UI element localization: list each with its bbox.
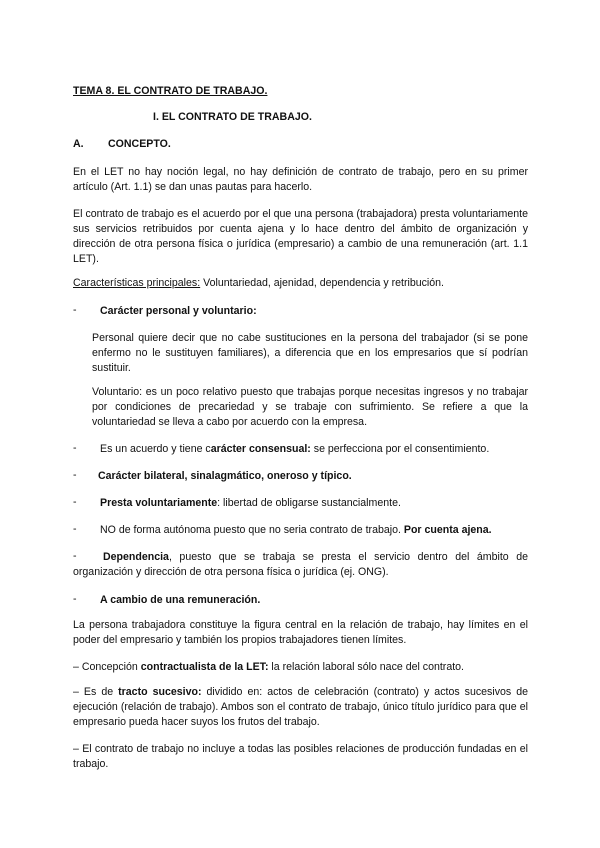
bullet-ajena-pre: NO de forma autónoma puesto que no seria contrato de trabajo. xyxy=(100,524,404,536)
dash-item-contractualista xyxy=(73,660,528,675)
bullet-dash: - xyxy=(73,523,77,535)
characteristics-line xyxy=(73,276,528,291)
bullet-voluntariamente-post: : libertad de obligarse sustancialmente. xyxy=(217,497,401,509)
bullet-dash: - xyxy=(73,496,77,508)
bullet-dependencia xyxy=(73,550,528,580)
section-heading: I. EL CONTRATO DE TRABAJO. xyxy=(153,111,312,123)
document-title: TEMA 8. EL CONTRATO DE TRABAJO. xyxy=(73,85,268,97)
paragraph-intro: En el LET no hay noción legal, no hay definición de contrato de trabajo, pero en su primer artículo (Art. 1.1) se dan unas pautas para hacerlo. xyxy=(73,166,528,193)
bullet-title-personal: Carácter personal y voluntario: xyxy=(100,305,257,317)
tracto-bold: tracto sucesivo: xyxy=(118,686,202,698)
bullet-ajena-bold: Por cuenta ajena. xyxy=(403,524,492,536)
characteristics-label: Características principales: xyxy=(73,277,201,289)
contractualista-bold: contractualista de la LET: xyxy=(140,661,269,673)
paragraph-definition: El contrato de trabajo es el acuerdo por el que una persona (trabajadora) presta voluntariamente sus servicios retribuidos por cuenta ajena y lo hace dentro del ámbito de organización y dirección de otra persona física o jurídica (empresario) a cambio de una remuneración (art. 1.1 LET). xyxy=(73,208,528,265)
bullet-dash: - xyxy=(73,304,77,316)
paragraph-personal: Personal quiere decir que no cabe sustituciones en la persona del trabajador (si se pone enfermo no le sustituyen familiares), a diferencia que en los empresarios que sí podrían sustituir. xyxy=(92,332,528,374)
bullet-remuneracion: A cambio de una remuneración. xyxy=(100,594,261,606)
paragraph-voluntario: Voluntario: es un poco relativo puesto que trabajas porque necesitas ingresos y no trabajar por condiciones de precariedad y se trabaje con sufrimiento. Se refiere a que la voluntariedad se lleva a cabo por acuerdo con la empresa. xyxy=(92,386,528,428)
bullet-dash: - xyxy=(73,550,77,562)
bullet-dash: - xyxy=(73,593,77,605)
bullet-dash: - xyxy=(73,442,77,454)
contractualista-post: la relación laboral sólo nace del contrato. xyxy=(268,661,464,673)
bullet-bilateral: Carácter bilateral, sinalagmático, oneroso y típico. xyxy=(98,470,352,482)
bullet-consensual-post: se perfecciona por el consentimiento. xyxy=(310,443,490,455)
paragraph-figura-central: La persona trabajadora constituye la figura central en la relación de trabajo, hay límites en el poder del empresario y también los propios trabajadores tienen límites. xyxy=(73,619,528,646)
contractualista-pre: – Concepción xyxy=(73,661,141,673)
bullet-dependencia-post: , puesto que se trabaja se presta el servicio dentro del ámbito de organización y dirección de otra persona física o jurídica (ej. ONG). xyxy=(73,551,528,578)
dash-item-relaciones: – El contrato de trabajo no incluye a todas las posibles relaciones de producción fundadas en el trabajo. xyxy=(73,743,528,770)
tracto-post: dividido en: actos de celebración (contrato) y actos sucesivos de ejecución (relación de trabajo). Ambos son el contrato de trabajo, único título jurídico para que el empresario pueda hacer suyos los frutos del trabajo. xyxy=(73,686,528,728)
subsection-label: A. xyxy=(73,138,84,150)
bullet-voluntariamente-bold: Presta voluntariamente xyxy=(100,497,218,509)
characteristics-text: Voluntariedad, ajenidad, dependencia y retribución. xyxy=(200,277,445,289)
bullet-ajena xyxy=(100,523,528,538)
bullet-voluntariamente xyxy=(100,496,528,511)
bullet-consensual-bold: arácter consensual: xyxy=(210,443,311,455)
bullet-dash: - xyxy=(73,469,77,481)
dash-item-tracto xyxy=(73,685,528,730)
bullet-consensual xyxy=(100,442,528,457)
tracto-pre: – Es de xyxy=(73,686,119,698)
bullet-consensual-pre: Es un acuerdo y tiene c xyxy=(100,443,211,455)
subsection-title: CONCEPTO. xyxy=(108,138,171,150)
bullet-dependencia-bold: Dependencia xyxy=(103,551,169,563)
